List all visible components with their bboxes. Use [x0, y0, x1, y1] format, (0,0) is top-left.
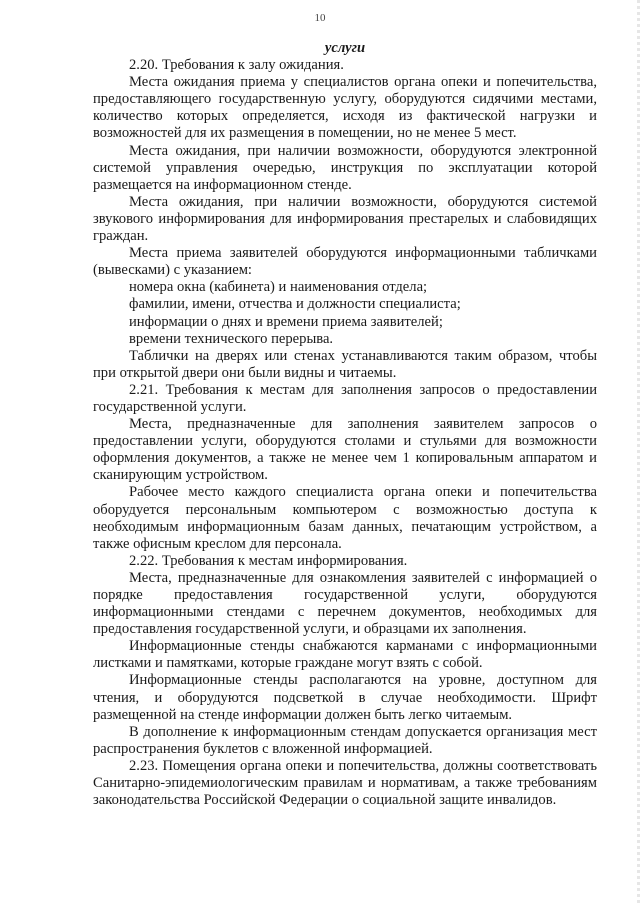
paragraph: Места ожидания приема у специалистов органа опеки и попечительства, предоставляющего государственную услугу, оборудуются сидячими местами, количество которых определяется, исходя из фактической нагрузки и возможностей для их размещения в помещении, но не менее 5 мест. — [93, 74, 597, 142]
page-number: 10 — [314, 12, 326, 24]
list-item: номера окна (кабинета) и наименования отдела; — [129, 279, 428, 296]
clause-2-20-title: 2.20. Требования к залу ожидания. — [129, 57, 344, 74]
paragraph: Информационные стенды снабжаются карманами с информационными листками и памятками, которые граждане могут взять с собой. — [93, 638, 597, 672]
list-item: информации о днях и времени приема заявителей; — [129, 313, 443, 330]
paragraph: Места ожидания, при наличии возможности, оборудуются электронной системой управления очередью, инструкция по эксплуатации которой размещается на информационном стенде. — [93, 142, 597, 193]
paragraph: В дополнение к информационным стендам допускается организация мест распространения буклетов с вложенной информацией. — [93, 723, 597, 757]
paragraph: Таблички на дверях или стенах устанавливаются таким образом, чтобы при открытой двери они были видны и читаемы. — [93, 347, 597, 381]
clause-2-22-title: 2.22. Требования к местам информирования. — [129, 552, 408, 569]
paragraph: Места, предназначенные для заполнения заявителем запросов о предоставлении услуги, оборудуются столами и стульями для возможности оформления документов, а также не менее чем 1 копировальным аппаратом и сканирующим устройством. — [93, 416, 597, 484]
list-item: фамилии, имени, отчества и должности специалиста; — [129, 296, 461, 313]
document-body — [93, 40, 597, 809]
paragraph: Места приема заявителей оборудуются информационными табличками (вывесками) с указанием: — [93, 245, 597, 279]
list-item: времени технического перерыва. — [129, 330, 334, 347]
clause-2-21-title: 2.21. Требования к местам для заполнения запросов о предоставлении государственной услуги. — [93, 381, 597, 415]
section-heading: услуги — [324, 40, 366, 56]
clause-2-23: 2.23. Помещения органа опеки и попечительства, должны соответствовать Санитарно-эпидемиологическим правилам и нормативам, а также требованиям законодательства Российской Федерации о социальной защите инвалидов. — [93, 757, 597, 809]
paragraph: Места, предназначенные для ознакомления заявителей с информацией о порядке предоставления государственной услуги, оборудуются информационными стендами с перечнем документов, необходимых для предоставления государственной услуги, и образцами их заполнения. — [93, 569, 597, 638]
paragraph: Информационные стенды располагаются на уровне, доступном для чтения, и оборудуются подсветкой в случае необходимости. Шрифт размещенной на стенде информации должен быть легко читаемым. — [93, 672, 597, 723]
paragraph: Места ожидания, при наличии возможности, оборудуются системой звукового информирования для информирования престарелых и слабовидящих граждан. — [93, 193, 597, 245]
paragraph: Рабочее место каждого специалиста органа опеки и попечительства оборудуется персональным компьютером с возможностью доступа к необходимым информационным базам данных, печатающим устройством, а также офисным креслом для персонала. — [93, 484, 597, 552]
